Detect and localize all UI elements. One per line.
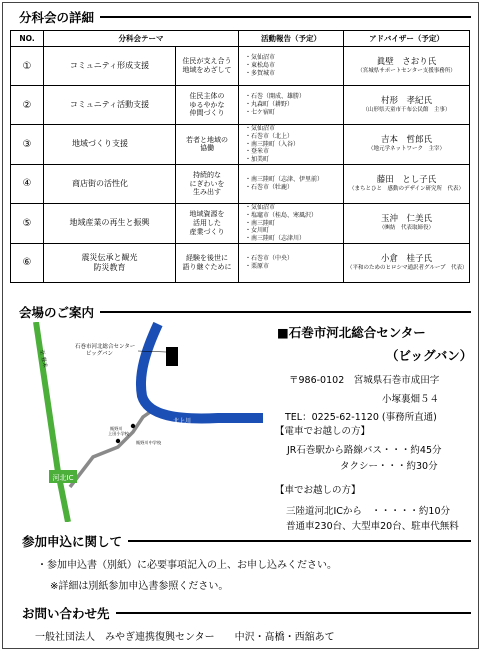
goal-line: 協働 — [200, 144, 214, 153]
header-report: 活動報告（予定） — [239, 31, 344, 47]
theme-line: コミュニティ形成支援 — [69, 60, 150, 70]
landmark2-label: 飯野川中学校 — [136, 440, 162, 445]
row-theme — [44, 164, 176, 203]
river-line — [141, 324, 263, 418]
report-item: ・南三陸町（志津川） — [245, 235, 306, 243]
theme-line: 地域産業の再生と振興 — [69, 218, 150, 228]
goal-line: 経験を後世に — [186, 254, 228, 263]
row-advisor — [344, 47, 470, 86]
report-item: ・塩竈市（桂島、寒風沢） — [245, 211, 318, 219]
row-goal — [176, 86, 239, 125]
header-theme: 分科会テーマ — [44, 31, 239, 47]
advisor-name: 玉沖 仁美氏 — [380, 214, 432, 225]
table-row — [11, 203, 470, 243]
session-table — [10, 30, 470, 283]
details-section-header — [19, 8, 471, 26]
report-item: ・南三陸町 — [245, 219, 276, 227]
table-row — [11, 243, 470, 282]
table-row — [11, 47, 470, 86]
ic-label: 河北IC — [52, 474, 74, 482]
section-rule — [128, 540, 471, 542]
advisor-name: 藤田 とし子氏 — [376, 174, 437, 185]
road-label: 至 登米 — [38, 349, 48, 369]
report-list — [245, 54, 339, 77]
advisor-affiliation: （平和のためのヒロシマ通訳者グループ 代表） — [347, 264, 468, 271]
road-line — [70, 410, 153, 487]
report-item: ・加美町 — [245, 156, 270, 164]
theme-line: 商店街の活性化 — [72, 178, 128, 188]
row-goal — [176, 47, 239, 86]
venue-map-label-1: 石巻市河北総合センター — [75, 344, 136, 350]
report-item: ・石巻（開成、雄勝） — [245, 93, 306, 101]
train-bus: JR石巻駅から路線バス・・・約45分 — [287, 445, 442, 456]
report-item: ・女川町 — [245, 227, 270, 235]
header-no: NO. — [11, 31, 44, 47]
car-parking: 普通車230台、大型車20台、駐車代無料 — [286, 521, 459, 532]
row-reports — [239, 125, 344, 165]
theme-line: コミュニティ活動支援 — [69, 99, 150, 109]
section-rule — [116, 612, 471, 614]
row-advisor — [344, 203, 470, 243]
venue-map-label-2: ビッグバン — [86, 351, 113, 357]
row-goal — [176, 243, 239, 282]
goal-line: 地域資源を — [189, 210, 225, 219]
report-item: ・多賀城市 — [245, 69, 276, 77]
advisor-name: 吉本 哲郎氏 — [380, 135, 432, 146]
report-item: ・登米市 — [245, 148, 270, 156]
report-item: ・石巻市（中央） — [245, 255, 294, 263]
report-list — [245, 93, 339, 116]
table-row — [11, 125, 470, 165]
contact-line: 一般社団法人 みやぎ連携復興センター 中沢・髙橋・西舘あて — [35, 632, 335, 643]
row-reports — [239, 47, 344, 86]
row-theme — [44, 86, 176, 125]
venue-section-title: 会場のご案内 — [19, 305, 95, 320]
row-advisor — [344, 125, 470, 165]
goal-line: にぎわいを — [189, 179, 225, 188]
row-advisor — [344, 86, 470, 125]
row-goal — [176, 125, 239, 165]
row-theme — [44, 125, 176, 165]
venue-address: 小塚裏畑５４ — [382, 394, 440, 405]
row-number: ⑥ — [11, 243, 44, 282]
section-rule — [100, 16, 471, 18]
map-drawing — [18, 322, 263, 522]
details-section-title: 分科会の詳細 — [19, 10, 95, 25]
landmark-dot — [131, 424, 135, 428]
contact-section-header — [22, 604, 471, 622]
advisor-name: 小倉 桂子氏 — [380, 253, 432, 264]
venue-marker — [166, 347, 178, 366]
apply-section-header — [22, 532, 471, 550]
apply-line-1: ・参加申込書（別紙）に必要事項記入の上、お申し込みください。 — [37, 560, 337, 571]
report-item: ・栗原市 — [245, 262, 270, 270]
theme-line: 地域づくり支援 — [72, 139, 128, 149]
apply-section-title: 参加申込に関して — [22, 534, 123, 549]
venue-postal: 〒986-0102 宮城県石巻市成田字 — [289, 375, 440, 386]
contact-section-title: お問い合わせ先 — [22, 606, 110, 621]
row-number: ② — [11, 86, 44, 125]
venue-tel: TEL：0225-62-1120 (事務所直通) — [285, 412, 437, 423]
advisor-affiliation: （山形県天童市千布公民館 主事） — [362, 106, 451, 113]
goal-line: 持続的な — [193, 170, 221, 179]
report-item: ・丸森町（耕野） — [245, 101, 294, 109]
row-number: ③ — [11, 125, 44, 165]
table-row — [11, 164, 470, 203]
landmark1-label: 上田小学校 — [108, 431, 129, 436]
advisor-affiliation: （宮城県サポートセンター支援事務所） — [357, 67, 456, 74]
car-title: 【車でお越しの方】 — [275, 485, 361, 496]
report-list — [245, 255, 339, 271]
row-reports — [239, 243, 344, 282]
advisor-name: 村形 孝紀氏 — [380, 95, 432, 106]
row-advisor — [344, 243, 470, 282]
report-item: ・気仙沼市 — [245, 54, 276, 62]
report-item: ・七ケ宿町 — [245, 108, 276, 116]
table-header-row — [11, 31, 470, 47]
advisor-affiliation: （まちとひと 感動のデザイン研究所 代表） — [348, 185, 465, 192]
theme-line: 震災伝承と観光 — [81, 252, 138, 262]
table-row — [11, 86, 470, 125]
goal-line: 活用した — [193, 219, 221, 228]
row-reports — [239, 164, 344, 203]
goal-line: 住民主体の — [189, 91, 225, 100]
report-item: ・気仙沼市 — [245, 125, 276, 132]
goal-line: 語り継ぐために — [182, 262, 232, 271]
goal-line: 産業づくり — [189, 227, 225, 236]
row-theme — [44, 243, 176, 282]
goal-line: 仲間づくり — [189, 109, 225, 118]
row-theme — [44, 203, 176, 243]
report-list — [245, 125, 339, 164]
row-number: ⑤ — [11, 203, 44, 243]
advisor-affiliation: （㈱紡 代表取締役） — [378, 225, 434, 232]
car-ic: 三陸道河北ICから ・・・・・約10分 — [286, 506, 451, 517]
row-advisor — [344, 164, 470, 203]
river-label: 北上川 — [173, 418, 192, 425]
row-reports — [239, 86, 344, 125]
train-taxi: タクシー・・・約30分 — [340, 461, 438, 472]
section-rule — [100, 311, 471, 313]
goal-line: 生み出す — [193, 188, 221, 197]
venue-name: ■石巻市河北総合センター — [277, 325, 426, 340]
goal-line: 住民が支え合う — [182, 57, 232, 66]
goal-line: 若者と地域の — [186, 135, 228, 144]
theme-line: 防災教育 — [93, 262, 126, 272]
row-goal — [176, 164, 239, 203]
landmark1-label: 飯野川 — [110, 426, 123, 431]
row-number: ④ — [11, 164, 44, 203]
apply-line-2: ※詳細は別紙参加申込書参照ください。 — [50, 581, 229, 592]
row-goal — [176, 203, 239, 243]
report-item: ・気仙沼市 — [245, 203, 276, 211]
report-item: ・南三陸町（入谷） — [245, 140, 300, 148]
train-title: 【電車でお越しの方】 — [275, 426, 371, 437]
report-item: ・石巻市（北上） — [245, 132, 294, 140]
report-list — [245, 204, 339, 243]
row-number: ① — [11, 47, 44, 86]
venue-nickname: （ビッグバン） — [386, 348, 473, 363]
report-item: ・南三陸町（志津、伊里前） — [245, 176, 324, 184]
row-theme — [44, 47, 176, 86]
goal-line: 地域をめざして — [182, 66, 232, 74]
advisor-name: 眞壁 さおり氏 — [376, 56, 437, 67]
goal-line: ゆるやかな — [189, 100, 225, 109]
report-list — [245, 176, 339, 192]
advisor-affiliation: （地元学ネットワーク 主宰） — [367, 146, 445, 153]
venue-map — [18, 322, 263, 522]
expressway-label: 三陸自動車道 — [57, 413, 69, 447]
venue-section-header — [19, 303, 471, 321]
row-reports — [239, 203, 344, 243]
report-item: ・東松島市 — [245, 62, 276, 70]
header-advisor: アドバイザー（予定） — [344, 31, 470, 47]
landmark-dot — [116, 439, 120, 443]
report-item: ・石巻市（牡鹿） — [245, 183, 294, 191]
